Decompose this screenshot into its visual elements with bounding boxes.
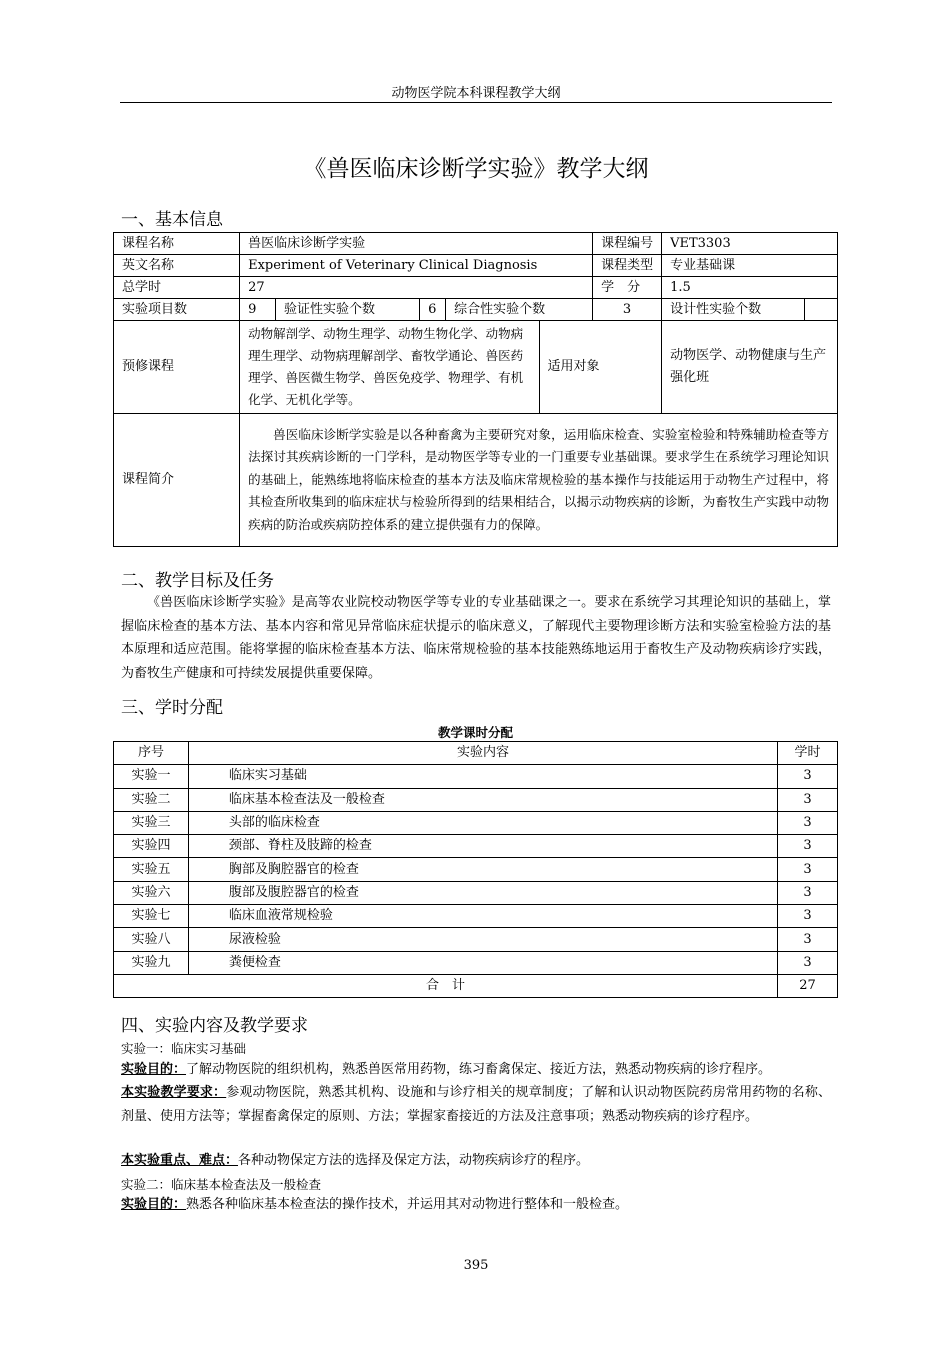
basic-info-table bbox=[113, 232, 838, 547]
hours-row-content: 头部的临床检查 bbox=[188, 811, 777, 834]
exp1-key-label: 本实验重点、难点： bbox=[121, 1153, 239, 1168]
course-name-label: 课程名称 bbox=[114, 233, 240, 255]
hours-row-no: 实验九 bbox=[114, 951, 189, 974]
course-type-value: 专业基础课 bbox=[662, 255, 838, 277]
section-heading-basic-info: 一、基本信息 bbox=[121, 210, 223, 230]
exp1-req-label: 本实验教学要求： bbox=[121, 1085, 227, 1100]
hours-row-hours: 3 bbox=[778, 765, 838, 788]
hours-row-no: 实验六 bbox=[114, 881, 189, 904]
hours-header-no: 序号 bbox=[114, 742, 189, 765]
target-value: 动物医学、动物健康与生产强化班 bbox=[662, 321, 838, 414]
hours-row-content: 颈部、脊柱及肢蹄的检查 bbox=[188, 835, 777, 858]
hours-row-hours: 3 bbox=[778, 835, 838, 858]
exp2-purpose-label: 实验目的： bbox=[121, 1197, 187, 1212]
exp1-purpose-text: 了解动物医院的组织机构，熟悉兽医常用药物，练习畜禽保定、接近方法，熟悉动物疾病的诊疗程序。 bbox=[186, 1062, 772, 1077]
comprehensive-label: 综合性实验个数 bbox=[446, 299, 593, 321]
hours-row-content: 尿液检验 bbox=[188, 928, 777, 951]
hours-row-no: 实验七 bbox=[114, 905, 189, 928]
table-row bbox=[114, 835, 838, 858]
design-value bbox=[805, 299, 838, 321]
hours-row-content: 临床血液常规检验 bbox=[188, 905, 777, 928]
hours-row-no: 实验八 bbox=[114, 928, 189, 951]
table-row bbox=[114, 811, 838, 834]
hours-row-content: 临床实习基础 bbox=[188, 765, 777, 788]
hours-row-no: 实验五 bbox=[114, 858, 189, 881]
running-header: 动物医学院本科课程教学大纲 bbox=[391, 86, 561, 101]
course-code-value: VET3303 bbox=[662, 233, 838, 255]
intro-label: 课程简介 bbox=[114, 414, 240, 547]
table-row bbox=[114, 881, 838, 904]
table-row bbox=[114, 905, 838, 928]
design-label: 设计性实验个数 bbox=[662, 299, 805, 321]
hours-row-content: 临床基本检查法及一般检查 bbox=[188, 788, 777, 811]
exp2-title: 实验二：临床基本检查法及一般检查 bbox=[121, 1177, 322, 1192]
hours-total-value: 27 bbox=[778, 974, 838, 997]
hours-row-content: 胸部及胸腔器官的检查 bbox=[188, 858, 777, 881]
table-row bbox=[114, 788, 838, 811]
exp1-key-points bbox=[121, 1149, 831, 1173]
hours-row-hours: 3 bbox=[778, 788, 838, 811]
prereq-label: 预修课程 bbox=[114, 321, 240, 414]
hours-row-hours: 3 bbox=[778, 811, 838, 834]
total-hours-label: 总学时 bbox=[114, 277, 240, 299]
course-type-label: 课程类型 bbox=[593, 255, 662, 277]
course-code-label: 课程编号 bbox=[593, 233, 662, 255]
section-heading-hours: 三、学时分配 bbox=[121, 698, 223, 718]
credit-value: 1.5 bbox=[662, 277, 838, 299]
prereq-value: 动物解剖学、动物生理学、动物生物化学、动物病理生理学、动物病理解剖学、畜牧学通论、兽医药理学、兽医微生物学、兽医免疫学、物理学、有机化学、无机化学等。 bbox=[240, 321, 539, 414]
projects-label: 实验项目数 bbox=[114, 299, 240, 321]
exp2-purpose-text: 熟悉各种临床基本检查法的操作技术，并运用其对动物进行整体和一般检查。 bbox=[186, 1197, 629, 1212]
header-rule bbox=[120, 102, 832, 103]
target-label: 适用对象 bbox=[539, 321, 662, 414]
verification-label: 验证性实验个数 bbox=[275, 299, 419, 321]
exp1-purpose-label: 实验目的： bbox=[121, 1062, 187, 1077]
hours-header-content: 实验内容 bbox=[188, 742, 777, 765]
hours-row-content: 腹部及腹腔器官的检查 bbox=[188, 881, 777, 904]
objectives-paragraph: 《兽医临床诊断学实验》是高等农业院校动物医学等专业的专业基础课之一。要求在系统学习其理论知识的基础上，掌握临床检查的基本方法、基本内容和常见异常临床症状提示的临床意义，了解现代主要物理诊断方法和实验室检验方法的基本原理和适应范围。能将掌握的临床检查基本方法、临床常规检验的基本技能熟练地运用于畜牧生产及动物疾病诊疗实践，为畜牧生产健康和可持续发展提供重要保障。 bbox=[121, 595, 831, 681]
section-heading-objectives: 二、教学目标及任务 bbox=[121, 571, 274, 591]
hours-row-hours: 3 bbox=[778, 881, 838, 904]
exp1-req-text: 参观动物医院，熟悉其机构、设施和与诊疗相关的规章制度；了解和认识动物医院药房常用药物的名称、剂量、使用方法等；掌握畜禽保定的原则、方法；掌握家畜接近的方法及注意事项；熟悉动物疾病的诊疗程序。 bbox=[121, 1085, 831, 1124]
hours-row-no: 实验一 bbox=[114, 765, 189, 788]
verification-value: 6 bbox=[420, 299, 446, 321]
section-heading-content: 四、实验内容及教学要求 bbox=[121, 1016, 308, 1036]
hours-row-no: 实验三 bbox=[114, 811, 189, 834]
hours-header-hours: 学时 bbox=[778, 742, 838, 765]
table-row bbox=[114, 928, 838, 951]
exp1-purpose bbox=[121, 1058, 831, 1082]
table-row bbox=[114, 765, 838, 788]
hours-row-hours: 3 bbox=[778, 905, 838, 928]
hours-table bbox=[113, 741, 838, 998]
page-title: 《兽医临床诊断学实验》教学大纲 bbox=[303, 156, 649, 182]
hours-row-hours: 3 bbox=[778, 928, 838, 951]
exp1-title: 实验一：临床实习基础 bbox=[121, 1041, 247, 1056]
hours-row-hours: 3 bbox=[778, 858, 838, 881]
page-number: 395 bbox=[463, 1258, 489, 1273]
comprehensive-value: 3 bbox=[593, 299, 662, 321]
english-name-value: Experiment of Veterinary Clinical Diagnosis bbox=[240, 255, 593, 277]
hours-row-no: 实验二 bbox=[114, 788, 189, 811]
exp2-purpose bbox=[121, 1193, 831, 1217]
credit-label: 学 分 bbox=[593, 277, 662, 299]
exp1-requirements bbox=[121, 1081, 831, 1128]
hours-table-caption: 教学课时分配 bbox=[437, 725, 513, 740]
english-name-label: 英文名称 bbox=[114, 255, 240, 277]
table-row bbox=[114, 858, 838, 881]
projects-value: 9 bbox=[240, 299, 276, 321]
hours-total-label: 合 计 bbox=[114, 974, 778, 997]
table-row bbox=[114, 951, 838, 974]
hours-row-hours: 3 bbox=[778, 951, 838, 974]
total-hours-value: 27 bbox=[240, 277, 593, 299]
hours-row-no: 实验四 bbox=[114, 835, 189, 858]
intro-value: 兽医临床诊断学实验是以各种畜禽为主要研究对象，运用临床检查、实验室检验和特殊辅助检查等方法探讨其疾病诊断的一门学科，是动物医学等专业的一门重要专业基础课。要求学生在系统学习理论知识的基础上，能熟练地将临床检查的基本方法及临床常规检验的基本操作与技能运用于动物生产过程中，将其检查所收集到的临床症状与检验所得到的结果相结合，以揭示动物疾病的诊断，为畜牧生产实践中动物疾病的防治或疾病防控体系的建立提供强有力的保障。 bbox=[240, 414, 838, 547]
hours-row-content: 粪便检查 bbox=[188, 951, 777, 974]
course-name-value: 兽医临床诊断学实验 bbox=[240, 233, 593, 255]
exp1-key-text: 各种动物保定方法的选择及保定方法，动物疾病诊疗的程序。 bbox=[238, 1153, 590, 1168]
